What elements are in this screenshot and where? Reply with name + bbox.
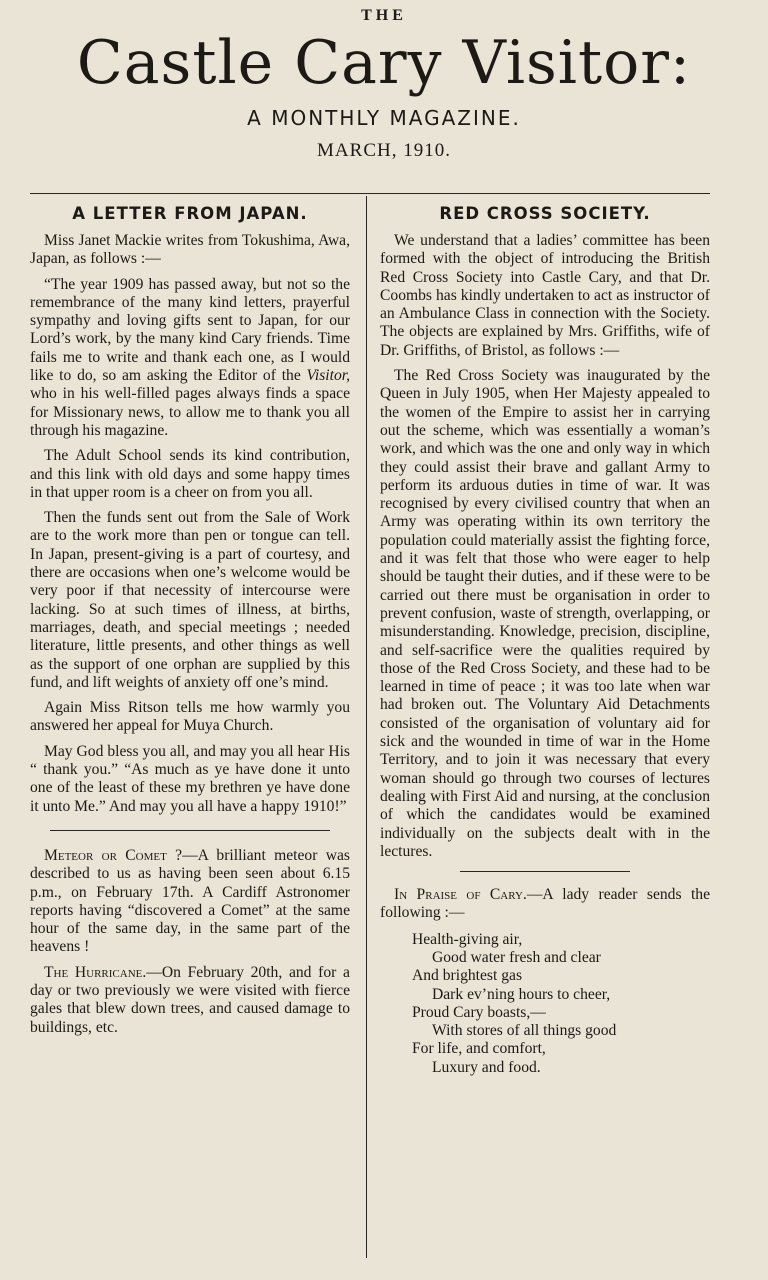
- redcross-heading: RED CROSS SOCIETY.: [439, 204, 651, 223]
- poem-line: Health-giving air,: [412, 930, 523, 948]
- poem-line: Good water fresh and clear: [432, 948, 601, 966]
- right-column: [380, 196, 710, 1077]
- magazine-subtitle: A MONTHLY MAGAZINE.: [247, 106, 521, 130]
- letter-paragraph: May God bless you all, and may you all hear His “ thank you.” “As much as ye have done it unto one of the least of these my brethren ye have done it unto Me.” And may you all have a happy 1910!”: [30, 742, 350, 815]
- hurricane-title: The Hurricane.: [44, 963, 147, 981]
- letter-text: “The year 1909 has passed away, but not so the remembrance of the many kind letters, prayerful sympathy and loving gifts sent to Japan, for our Lord’s work, by the many kind Cary friends. Time fails me to write and thank each one, as I would like to do, so am asking the Editor of the: [30, 275, 350, 385]
- letter-paragraph: Miss Janet Mackie writes from Tokushima, Awa, Japan, as follows :—: [30, 232, 350, 268]
- letter-paragraph: [30, 276, 350, 441]
- poem-line: Luxury and food.: [432, 1058, 541, 1076]
- poem-line: And brightest gas: [412, 967, 523, 985]
- section-rule: [460, 871, 630, 872]
- meteor-title: Meteor or Comet ?: [44, 846, 183, 864]
- redcross-paragraph: The Red Cross Society was inaugurated by the Queen in July 1905, when Her Majesty appealed to the women of the Empire to assist her in carrying out the scheme, which was essentially a woman’s work, and which was the one and only way in which they could assist their brave and gallant Army to perform its arduous duties in time of war. It was recognised by every civilised country that when an Army was operating within its own territory the population could materially assist the fighting force, and it was felt that those who were eager to help should be taught their duties, and if these were to be carried out there must be organisation in order to prevent confusion, waste of strength, overlapping, or misunderstanding. Knowledge, precision, discipline, and self-sacrifice were the qualities required by those of the Red Cross Society, and these had to be learned in time of peace ; it was too late when war had broken out. The Voluntary Aid Detachments consisted of the organisation of voluntary aid for sick and the wounded in time of war in the Home Territory, and to join it was necessary that every woman should go through two courses of lectures dealing with First Aid and nursing, at the conclusion of which the candidates would be examined individually on the subjects dealt with in the lectures.: [380, 367, 710, 860]
- praise-text: —A lady reader sends the following :—: [380, 886, 710, 922]
- magazine-title: Castle Cary Visitor:: [76, 28, 692, 98]
- redcross-paragraph: We understand that a ladies’ committee has been formed with the object of introducing the British Red Cross Society into Castle Cary, and that Dr. Coombs has kindly undertaken to act as instructor of an Ambulance Class in connection with the Society. The objects are explained by Mrs. Griffiths, wife of Dr. Griffiths, of Bristol, as follows :—: [380, 232, 710, 359]
- letter-heading: A LETTER FROM JAPAN.: [72, 204, 308, 223]
- masthead: [0, 6, 768, 164]
- left-column: [30, 196, 350, 1044]
- meteor-text: —A brilliant meteor was described to us as having been seen about 6.15 p.m., on February 17th. A Cardiff Astronomer reports having “discovered a Comet” at the same hour of the same day, in the same part of the heavens !: [30, 846, 350, 956]
- letter-paragraph: Again Miss Ritson tells me how warmly you answered her appeal for Muya Church.: [30, 699, 350, 735]
- praise-title: In Praise of Cary.: [394, 886, 527, 904]
- poem-line: Proud Cary boasts,—: [412, 1003, 546, 1021]
- letter-paragraph: Then the funds sent out from the Sale of Work are to the work more than pen or tongue can tell. In Japan, present-giving is a part of courtesy, and there are occasions when one’s welcome would be very poor if that necessity of intercourse were lacking. So at such times of illness, at births, marriages, death, and special meetings ; needed literature, little presents, and other things as well as the support of one orphan are supplied by this fund, and lift weights of anxiety off one’s mind.: [30, 509, 350, 691]
- column-divider: [366, 196, 367, 1258]
- praise-paragraph: [380, 886, 710, 923]
- poem-line: Dark ev’ning hours to cheer,: [432, 985, 611, 1003]
- letter-text: who in his well-filled pages always finds a space for Missionary news, to allow me to thank you all through his magazine.: [30, 385, 350, 439]
- header-rule: [30, 193, 710, 194]
- poem-line: For life, and comfort,: [412, 1040, 546, 1058]
- hurricane-paragraph: [30, 964, 350, 1037]
- poem-line: With stores of all things good: [432, 1022, 617, 1040]
- meteor-paragraph: [30, 847, 350, 957]
- section-rule: [50, 830, 330, 831]
- hurricane-text: —On February 20th, and for a day or two previously we were visited with fierce gales that blew down trees, and caused damage to buildings, etc.: [30, 963, 350, 1036]
- poem: [380, 931, 710, 1077]
- issue-date: MARCH, 1910.: [317, 140, 451, 161]
- letter-paragraph: The Adult School sends its kind contribution, and this link with old days and some happy times in that upper room is a cheer on from you all.: [30, 447, 350, 501]
- masthead-the: THE: [361, 7, 407, 24]
- letter-italic: Visitor,: [306, 367, 350, 385]
